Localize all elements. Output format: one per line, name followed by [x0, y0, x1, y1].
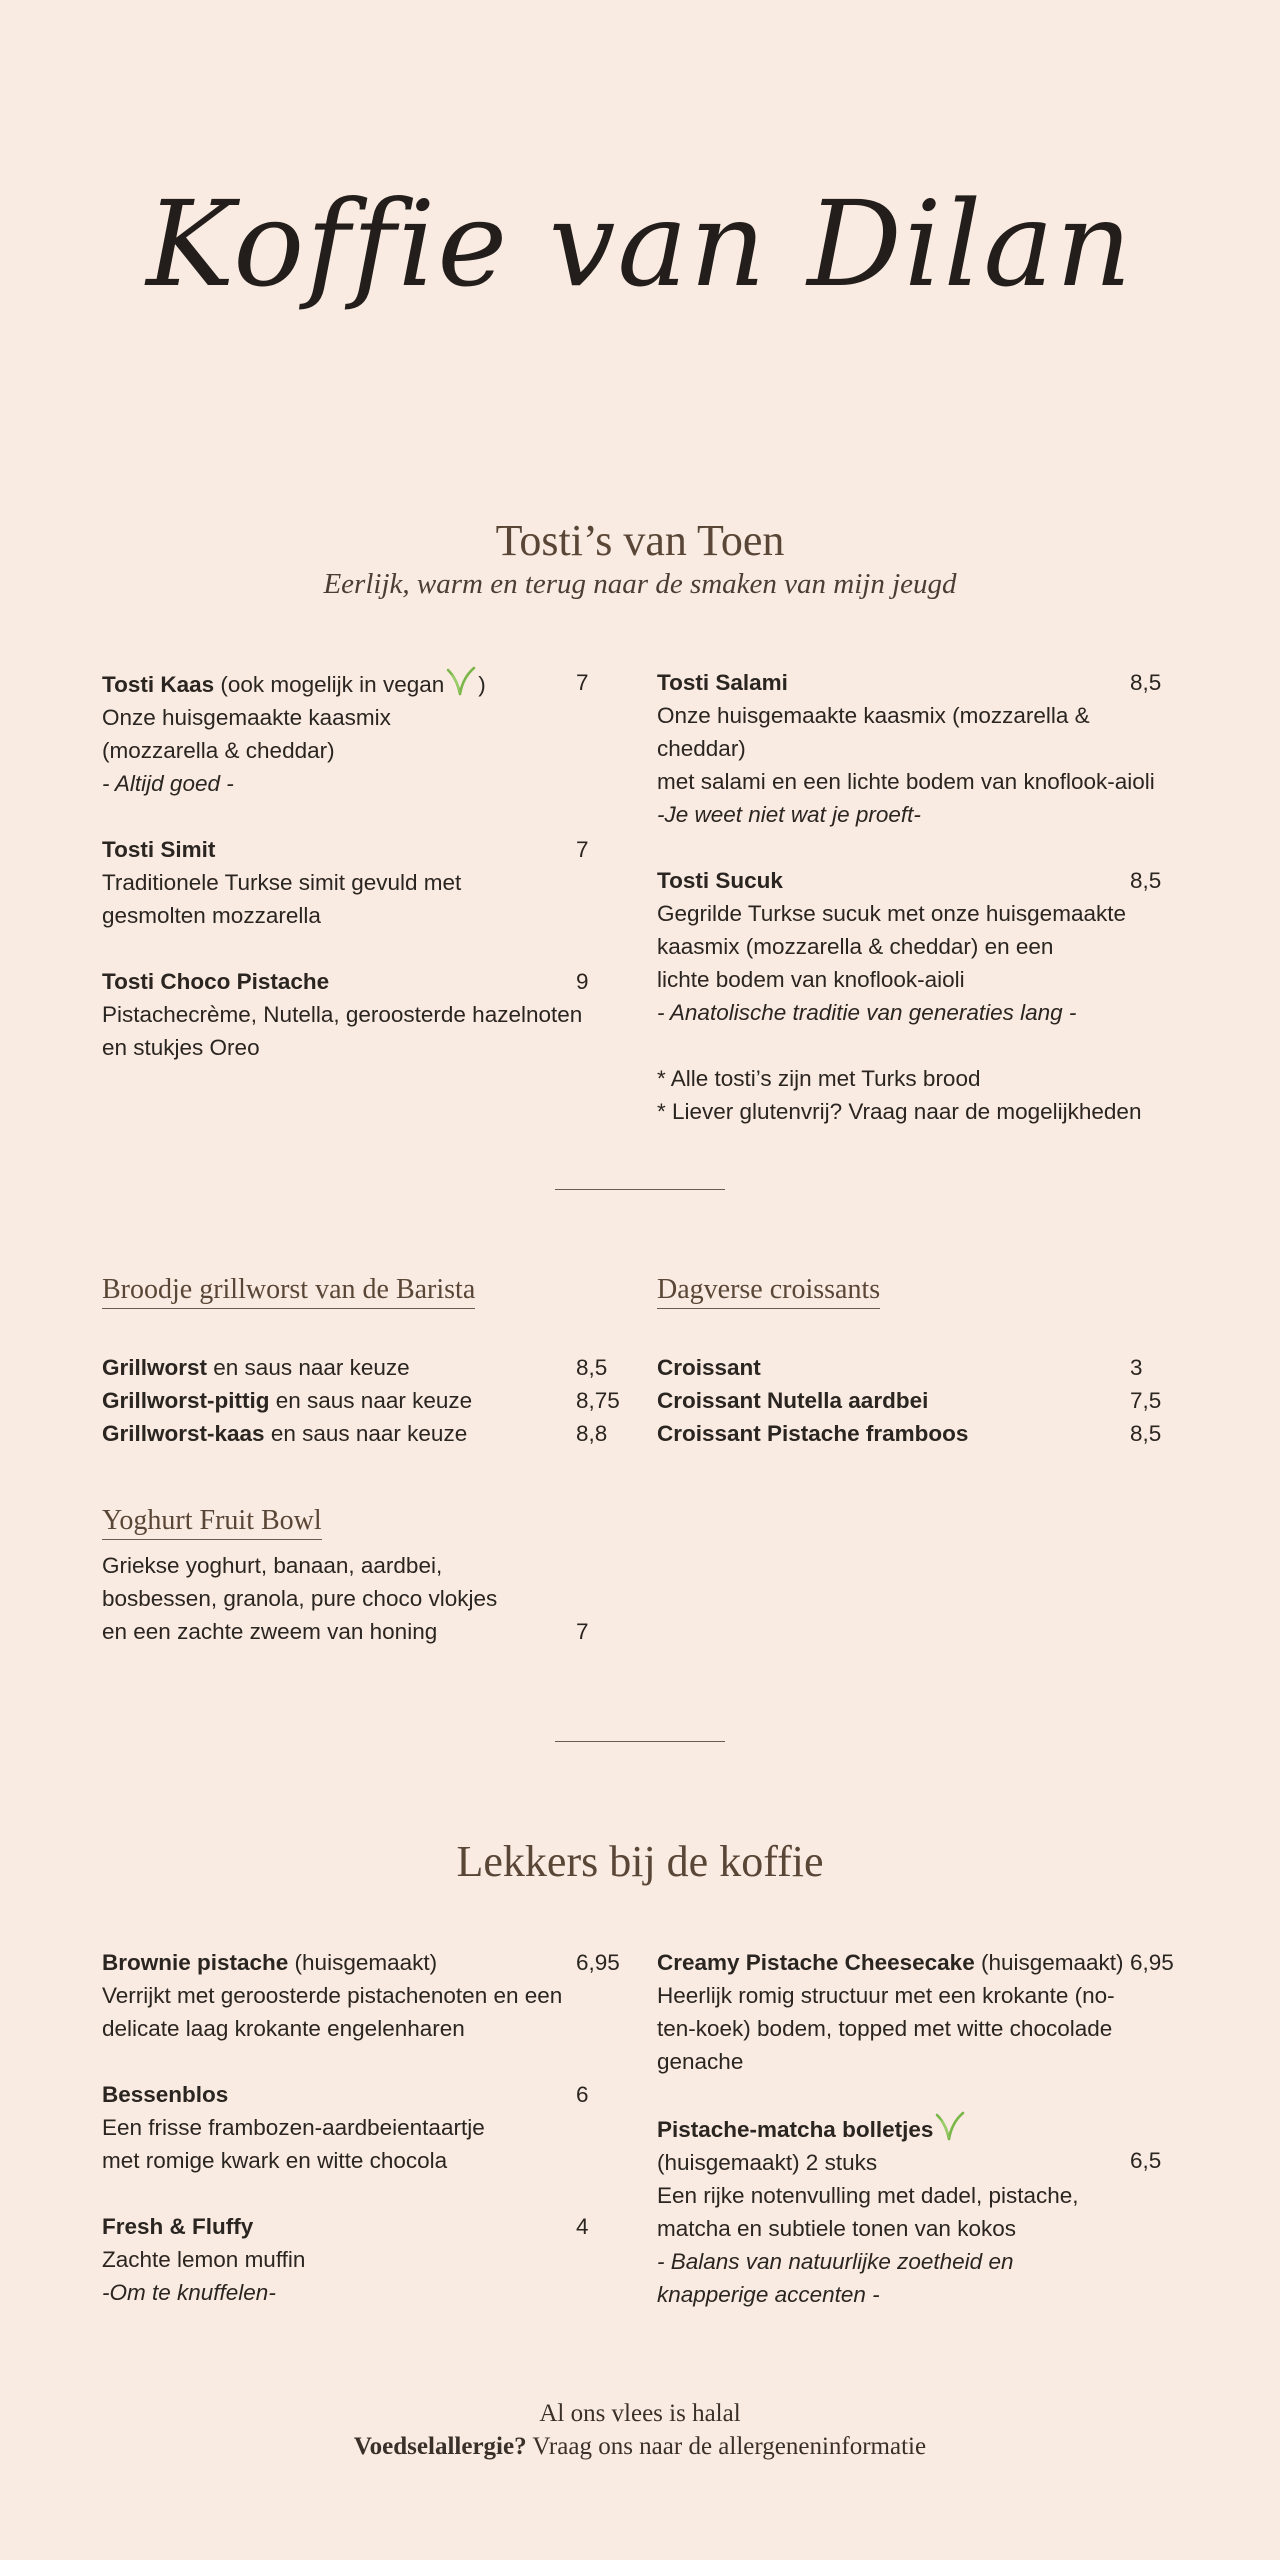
menu-item-tosti-sucuk: Tosti Sucuk 8,5 Gegrilde Turkse sucuk met onze huisgemaakte kaasmix (mozzarella & cheddar) en een lichte bodem van knoflook-aioli - Anatolische traditie van generaties lang - [657, 864, 1177, 1029]
divider [555, 1189, 725, 1190]
price: 6,5 [1130, 2148, 1162, 2173]
section-title-lekkers: Lekkers bij de koffie [456, 1837, 824, 1886]
yoghurt-desc-line: en een zachte zweem van honing [102, 1619, 438, 1644]
tosti-note-glutenfree: * Liever glutenvrij? Vraag naar de mogelijkheden [657, 1099, 1142, 1124]
tosti-note-bread: * Alle tosti’s zijn met Turks brood [657, 1066, 981, 1091]
menu-item-creamy-pistache-cheesecake: Creamy Pistache Cheesecake (huisgemaakt) 6,95 Heerlijk romig structuur met een krokante (no- ten-koek) bodem, topped met witte chocolade genache [657, 1946, 1177, 2078]
divider [555, 1741, 725, 1742]
menu-item-grillworst-kaas: Grillworst-kaas en saus naar keuze [102, 1421, 468, 1446]
lekkers-right-column [657, 1946, 1177, 2344]
menu-item-tosti-simit: Tosti Simit 7 Traditionele Turkse simit gevuld met gesmolten mozzarella [102, 833, 622, 932]
section-title-tosti: Tosti’s van Toen [495, 516, 785, 565]
menu-item-tosti-salami: Tosti Salami 8,5 Onze huisgemaakte kaasmix (mozzarella & cheddar) met salami en een lichte bodem van knoflook-aioli -Je weet niet wat je proeft- [657, 666, 1177, 831]
price: 7,5 [1130, 1388, 1162, 1413]
menu-item-brownie-pistache: Brownie pistache (huisgemaakt) 6,95 Verrijkt met geroosterde pistachenoten en een delicate laag krokante engelenharen [102, 1946, 622, 2045]
menu-item-croissant-pistache-framboos: Croissant Pistache framboos [657, 1421, 969, 1446]
price: 8,5 [1130, 1421, 1162, 1446]
brand-logo: Koffie van Dilan [146, 175, 1134, 313]
menu-item-croissant: Croissant [657, 1355, 761, 1380]
menu-item-grillworst: Grillworst en saus naar keuze [102, 1355, 410, 1380]
menu-item-tosti-choco-pistache: Tosti Choco Pistache 9 Pistachecrème, Nutella, geroosterde hazelnoten en stukjes Oreo [102, 965, 622, 1064]
price: 8,8 [576, 1421, 608, 1446]
price: 3 [1130, 1355, 1143, 1380]
menu-item-fresh-fluffy: Fresh & Fluffy 4 Zachte lemon muffin -Om te knuffelen- [102, 2210, 622, 2309]
yoghurt-desc-line: bosbessen, granola, pure choco vlokjes [102, 1586, 498, 1611]
lekkers-left-column [102, 1946, 622, 2342]
category-title-grillworst: Broodje grillworst van de Barista [102, 1274, 475, 1309]
menu-item-grillworst-pittig: Grillworst-pittig en saus naar keuze [102, 1388, 473, 1413]
price: 8,75 [576, 1388, 620, 1413]
menu-item-croissant-nutella-aardbei: Croissant Nutella aardbei [657, 1388, 929, 1413]
category-title-croissants: Dagverse croissants [657, 1274, 880, 1309]
price: 7 [576, 1619, 589, 1644]
price: 8,5 [576, 1355, 608, 1380]
category-title-yoghurt: Yoghurt Fruit Bowl [102, 1505, 322, 1540]
tosti-left-column [102, 666, 622, 1097]
menu-item-tosti-kaas: Tosti Kaas (ook mogelijk in vegan ) 7 Onze huisgemaakte kaasmix (mozzarella & cheddar) - Altijd goed - [102, 666, 622, 800]
tosti-right-column [657, 666, 1177, 1128]
vegan-leaf-icon [935, 2111, 965, 2141]
section-subtitle-tosti: Eerlijk, warm en terug naar de smaken van mijn jeugd [323, 568, 957, 600]
price: 4 [576, 2214, 589, 2239]
yoghurt-desc-line: Griekse yoghurt, banaan, aardbei, [102, 1553, 443, 1578]
price: 7 [576, 837, 589, 862]
vegan-leaf-icon [446, 666, 476, 696]
price: 9 [576, 969, 589, 994]
price: 7 [576, 670, 589, 695]
price: 6,95 [1130, 1950, 1174, 1975]
price: 8,5 [1130, 670, 1162, 695]
price: 6 [576, 2082, 589, 2107]
menu-item-bessenblos: Bessenblos 6 Een frisse frambozen-aardbeientaartje met romige kwark en witte chocola [102, 2078, 622, 2177]
price: 6,95 [576, 1950, 620, 1975]
menu-item-pistache-matcha-bolletjes: Pistache-matcha bolletjes (huisgemaakt) 2 stuks 6,5 Een rijke notenvulling met dadel, pistache, matcha en subtiele tonen van kokos - Balans van natuurlijke zoetheid en knapperige accenten - [657, 2111, 1177, 2311]
price: 8,5 [1130, 868, 1162, 893]
footer-halal: Al ons vlees is halal [539, 2400, 741, 2427]
footer-allergy: Voedselallergie? Vraag ons naar de allergeneninformatie [353, 2433, 927, 2460]
